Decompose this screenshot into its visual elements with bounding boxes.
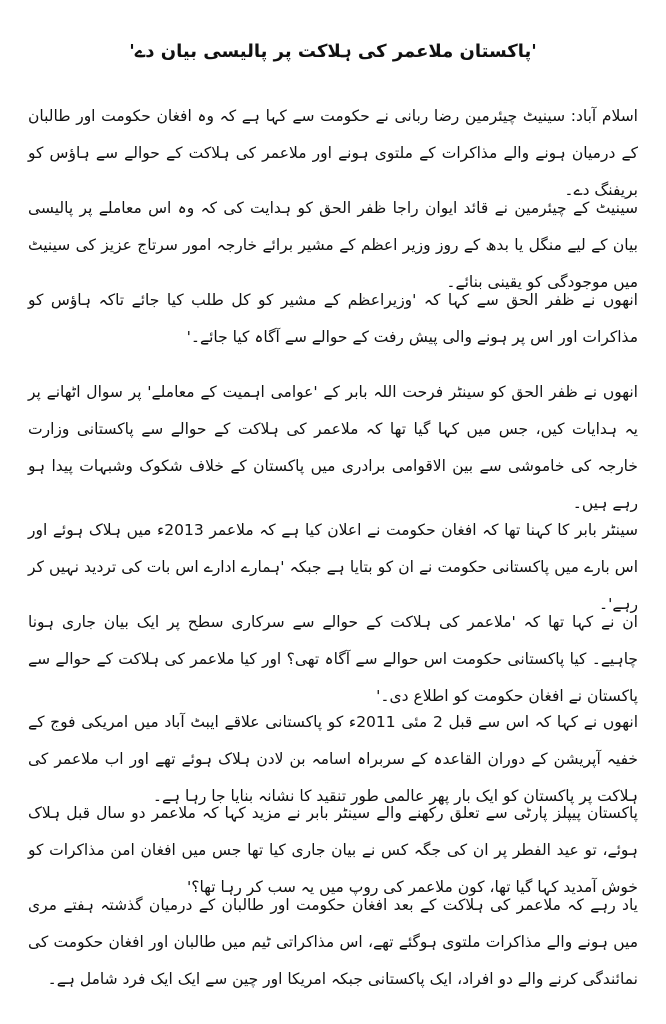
article-paragraph: سینٹر بابر کا کہنا تھا کہ افغان حکومت نے اعلان کیا ہے کہ ملاعمر 2013ء میں ہلاک ہوئے اور اس بارے میں پاکستانی حکومت نے ان کو بتایا ہے جبکہ 'ہمارے ادارے اس بات کی تردید نہیں کر رہے'۔ (28, 521, 638, 613)
article-paragraph: پاکستان پیپلز پارٹی سے تعلق رکھنے والے سینٹر بابر نے مزید کہا کہ ملاعمر دو سال قبل ہلاک ہوئے، تو عید الفطر پر ان کی جگہ کس نے بیان جاری کیا تھا جس میں افغان امن مذاکرات کو خوش آمدید کہا گیا تھا، کون ملاعمر کی روپ میں یہ سب کر رہا تھا؟' (28, 804, 638, 896)
article-headline: 'پاکستان ملاعمر کی ہلاکت پر پالیسی بیان دے' (129, 41, 537, 63)
article-paragraph: یاد رہے کہ ملاعمر کی ہلاکت کے بعد افغان حکومت اور طالبان کے درمیان گذشتہ ہفتے مری میں ہونے والے مذاکرات ملتوی ہوگئے تھے، اس مذاکراتی ٹیم میں طالبان اور افغان حکومت کی نمائندگی کرنے والے دو افراد، ایک پاکستانی جبکہ امریکا اور چین سے ایک ایک فرد شامل ہے۔ (28, 896, 638, 988)
article-paragraph: انھوں نے ظفر الحق کو سینٹر فرحت اللہ بابر کے 'عوامی اہمیت کے معاملے' پر سوال اٹھانے پر یہ ہدایات کیں، جس میں کہا گیا تھا کہ ملاعمر کی ہلاکت کے حوالے سے پاکستانی وزارت خارجہ کی خاموشی سے بین الاقوامی برادری میں پاکستان کے خلاف شکوک وشبہات پیدا ہو رہے ہیں۔ (28, 383, 638, 512)
article-paragraph: انھوں نے ظفر الحق سے کہا کہ 'وزیراعظم کے مشیر کو کل طلب کیا جائے تاکہ ہاؤس کو مذاکرات اور اس پر ہونے والی پیش رفت کے حوالے سے آگاہ کیا جائے۔' (28, 291, 638, 346)
article-paragraph: سینیٹ کے چیئرمین نے قائد ایوان راجا ظفر الحق کو ہدایت کی کہ وہ اس معاملے پر پالیسی بیان کے لیے منگل یا بدھ کے روز وزیر اعظم کے مشیر برائے خارجہ امور سرتاج عزیز کی سینیٹ میں موجودگی کو یقینی بنائے۔ (28, 199, 638, 291)
article-paragraph: انھوں نے کہا کہ اس سے قبل 2 مئی 2011ء کو پاکستانی علاقے ایبٹ آباد میں امریکی فوج کے خفیہ آپریشن کے دوران القاعدہ کے سربراہ اسامہ بن لادن ہلاک ہوئے تھے اور اب ملاعمر کی ہلاکت پر پاکستان کو ایک بار پھر عالمی طور تنقید کا نشانہ بنایا جا رہا ہے۔ (28, 713, 638, 805)
article-paragraph: ان نے کہا تھا کہ 'ملاعمر کی ہلاکت کے حوالے سے سرکاری سطح پر ایک بیان جاری ہونا چاہیے۔ کیا پاکستانی حکومت اس حوالے سے آگاہ تھی؟ اور کیا ملاعمر کی ہلاکت کے حوالے سے پاکستان نے افغان حکومت کو اطلاع دی۔' (28, 613, 638, 705)
article-paragraph: اسلام آباد: سینیٹ چیئرمین رضا ربانی نے حکومت سے کہا ہے کہ وہ افغان حکومت اور طالبان کے درمیان ہونے والے مذاکرات کے ملتوی ہونے اور ملاعمر کی ہلاکت کے حوالے سے ہاؤس کو بریفنگ دے۔ (28, 107, 638, 199)
